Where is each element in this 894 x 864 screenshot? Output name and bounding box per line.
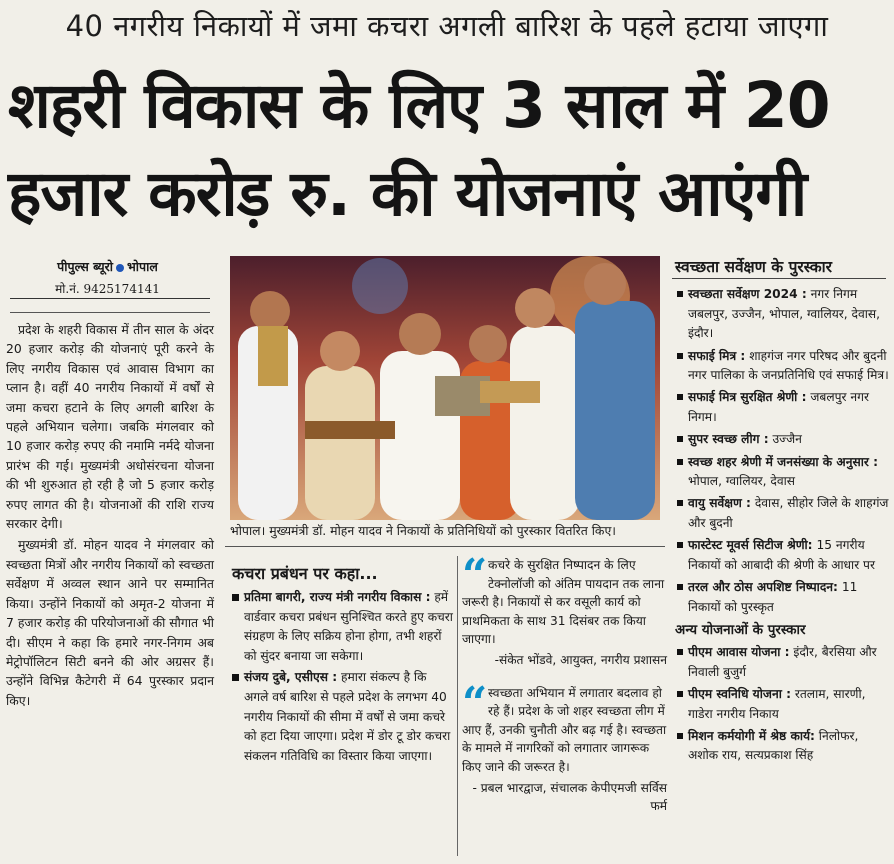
square-bullet-icon [677, 584, 683, 590]
column-divider [457, 556, 458, 856]
square-bullet-icon [232, 674, 239, 681]
bullet-dot-icon [116, 264, 124, 272]
section-heading: कचरा प्रबंधन पर कहा... [232, 564, 378, 583]
quote-icon: “ [462, 550, 488, 601]
award-label: तरल और ठोस अपशिष्ट निष्पादन: [688, 580, 838, 595]
square-bullet-icon [232, 594, 239, 601]
award-text: इंदौर, बैरसिया और निवाली बुजुर्ग [688, 645, 877, 679]
award-label: वायु सर्वेक्षण : [688, 496, 751, 511]
award-label: पीएम आवास योजना : [688, 645, 790, 660]
waste-management-section [232, 588, 454, 766]
award-label: मिशन कर्मयोगी में श्रेष्ठ कार्य: [688, 728, 815, 743]
award-label: सफाई मित्र : [688, 348, 746, 363]
award-item [675, 430, 891, 449]
award-text: रतलाम, सारणी, गाडेरा नगरीय निकाय [688, 687, 866, 721]
square-bullet-icon [677, 733, 683, 739]
award-item [675, 453, 891, 492]
byline [10, 258, 205, 275]
award-text: भोपाल, ग्वालियर, देवास [688, 474, 796, 489]
article-body-left [6, 320, 214, 710]
speaker-statement: हमें वार्डवार कचरा प्रबंधन सुनिश्चित करते हुए कचरा संग्रहण के लिए सक्रिय होना होगा, तभी शहरों को सुंदर बनाया जा सकेगा। [244, 590, 453, 663]
divider [672, 278, 886, 279]
award-item [675, 494, 891, 533]
speaker-name: संजय दुबे, एसीएस : [244, 670, 338, 685]
award-item [675, 285, 891, 343]
award-item [675, 643, 891, 682]
quote-block [462, 677, 667, 816]
byline-phone: मो.नं. 9425174141 [55, 282, 160, 296]
award-label: स्वच्छता सर्वेक्षण 2024 : [688, 287, 807, 302]
award-label: स्वच्छ शहर श्रेणी में जनसंख्या के अनुसार : [688, 454, 878, 469]
award-label: सुपर स्वच्छ लीग : [688, 432, 769, 447]
award-item [675, 685, 891, 724]
quote-icon: “ [462, 677, 488, 729]
award-text: जबलपुर नगर निगम। [688, 390, 870, 424]
divider [10, 312, 210, 313]
quote-text: कचरे के सुरक्षित निष्पादन के लिए टेक्नोलॉजी को अंतिम पायदान तक लाना जरूरी है। निकायों से कर वसूली कार्य को प्राथमिकता के साथ 31 दिसंबर तक किया जाएगा। [462, 558, 665, 647]
awards-heading: स्वच्छता सर्वेक्षण के पुरस्कार [675, 258, 833, 276]
quote-block [462, 550, 667, 670]
main-headline [8, 62, 888, 238]
awards-sidebar [675, 258, 891, 766]
event-photo [230, 256, 660, 520]
divider [225, 546, 665, 547]
award-item [675, 578, 891, 617]
quote-attribution: - प्रबल भारद्वाज, संचालक केपीएमजी सर्विस फर्म [472, 780, 667, 814]
square-bullet-icon [677, 649, 683, 655]
award-item [675, 536, 891, 575]
square-bullet-icon [677, 291, 683, 297]
square-bullet-icon [677, 459, 683, 465]
square-bullet-icon [677, 353, 683, 359]
paragraph: मुख्यमंत्री डॉ. मोहन यादव ने मंगलवार को स्वच्छता मित्रों और नगरीय निकायों को स्वच्छता सर्वेक्षण में अव्वल स्थान आने पर सम्मानित किया। उन्होंने निकायों को अमृत-2 योजना में 7 हजार करोड़ की परियोजनाओं की सौगात भी दी। सीएम ने कहा कि हमारे नगर-निगम अब मेट्रोपॉलिटन सिटी बनने की ओर अग्रसर हैं। उन्होंने विभिन्न कैटेगरी में 64 पुरस्कार प्रदान किए। [6, 537, 214, 708]
award-label: पीएम स्वनिधि योजना : [688, 687, 791, 702]
award-text: नगर निगम जबलपुर, उज्जैन, भोपाल, ग्वालियर, देवास, इंदौर। [688, 287, 881, 341]
award-text: 11 निकायों को पुरस्कृत [688, 580, 858, 614]
square-bullet-icon [677, 394, 683, 400]
square-bullet-icon [677, 542, 683, 548]
award-ceremony-illustration [230, 256, 660, 520]
award-item [675, 727, 891, 766]
kicker-headline: 40 नगरीय निकायों में जमा कचरा अगली बारिश के पहले हटाया जाएगा [65, 9, 829, 43]
award-text: 15 नगरीय निकायों को आबादी की श्रेणी के आधार पर [688, 538, 875, 572]
award-item [675, 388, 891, 427]
speaker-name: प्रतिमा बागरी, राज्य मंत्री नगरीय विकास : [244, 590, 431, 604]
headline-line-1: शहरी विकास के लिए 3 साल में 20 [8, 69, 830, 142]
divider [10, 298, 210, 299]
list-item [232, 668, 454, 766]
square-bullet-icon [677, 436, 683, 442]
award-item [675, 347, 891, 386]
award-text: देवास, सीहोर जिले के शाहगंज और बुदनी [688, 496, 889, 530]
other-awards-heading: अन्य योजनाओं के पुरस्कार [675, 621, 806, 638]
award-text: निलोफर, अशोक राय, सत्यप्रकाश सिंह [688, 728, 859, 763]
quote-text: स्वच्छता अभियान में लगातार बदलाव हो रहे हैं। प्रदेश के जो शहर स्वच्छता लीग में आए हैं, उनकी चुनौती और बढ़ गई है। स्वच्छता के मामले में नागरिकों को लगातार जागरूक किए जाने की जरूरत है। [462, 685, 667, 774]
quote-attribution: -संकेत भोंडवे, आयुक्त, नगरीय प्रशासन [494, 652, 667, 667]
award-label: फास्टेस्ट मूवर्स सिटीज श्रेणी: [688, 538, 813, 553]
byline-bureau: पीपुल्स ब्यूरो [57, 259, 113, 274]
award-text: उज्जैन [772, 432, 802, 447]
photo-caption: भोपाल। मुख्यमंत्री डॉ. मोहन यादव ने निकायों के प्रतिनिधियों को पुरस्कार वितरित किए। [230, 523, 616, 538]
award-label: सफाई मित्र सुरक्षित श्रेणी : [688, 390, 807, 405]
byline-city: भोपाल [126, 259, 158, 274]
speaker-statement: हमारा संकल्प है कि अगले वर्ष बारिश से पहले प्रदेश के लगभग 40 नगरीय निकायों की सीमा में वर्षों से जमा कचरे को हटा दिया जाएगा। प्रदेश में डोर टू डोर कचरा संकलन गतिविधि का विस्तार किया जाएगा। [244, 670, 451, 763]
paragraph: प्रदेश के शहरी विकास में तीन साल के अंदर 20 हजार करोड़ की योजनाएं पूरी करने के लिए नगरीय विकास एवं आवास विभाग का प्लान है। वहीं 40 नगरीय निकायों में वर्षों से जमा कचरा हटाने के लिए अगली बारिश के पहले अभियान चलेगा। जबकि मंगलवार को 10 हजार करोड़ रुपए की नमामि नर्मदे योजना प्रारंभ की गई। मुख्यमंत्री अधोसंरचना योजना की भी शुरुआत हो रही है जो 5 हजार करोड़ रुपए लागत की है। योजनाओं की राशि राज्य सरकार देगी। [6, 322, 214, 532]
square-bullet-icon [677, 691, 683, 697]
list-item [232, 588, 454, 666]
quotes-section [462, 550, 667, 816]
headline-line-2: हजार करोड़ रु. की योजनाएं आएंगी [8, 157, 807, 230]
square-bullet-icon [677, 500, 683, 506]
award-text: शाहगंज नगर परिषद और बुदनी नगर पालिका के जनप्रतिनिधि एवं सफाई मित्र। [688, 348, 889, 383]
